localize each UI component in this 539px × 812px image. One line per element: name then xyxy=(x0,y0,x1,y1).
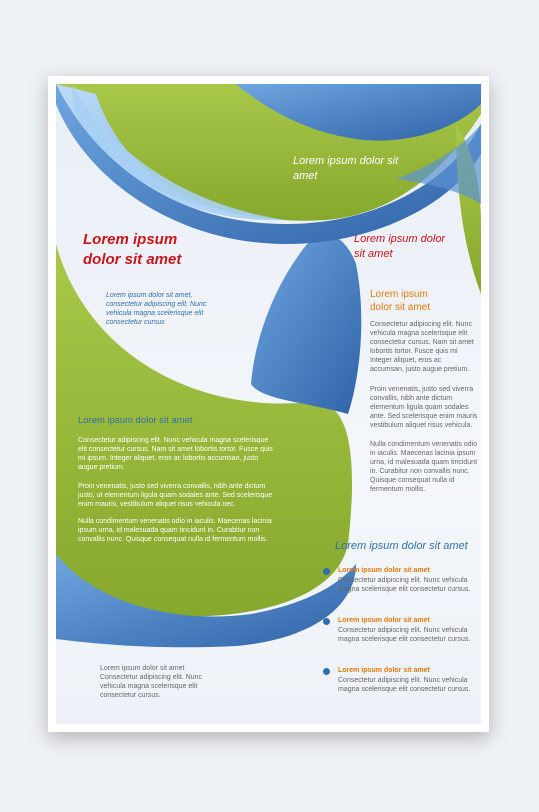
flyer-artwork xyxy=(56,84,481,724)
main-title: Lorem ipsum dolor sit amet xyxy=(83,231,182,268)
list-item-title-2: Lorem ipsum dolor sit amet xyxy=(338,617,430,624)
right-subheading: Lorem ipsum dolor sit amet xyxy=(370,289,431,313)
bullet-icon xyxy=(323,618,330,625)
blue-leaf-center xyxy=(251,232,361,414)
list-item-text-2: Consectetur adipiscing elit. Nunc vehicula magna scelerisque elit consectetur cursus. xyxy=(338,627,471,643)
footer-text: Lorem ipsum dolor sit amet Consectetur adipiscing elit. Nunc vehicula magna scelerisque elit consectetur cursus. xyxy=(100,665,202,699)
bullet-icon xyxy=(323,668,330,675)
green-paragraph-1: Consectetur adipiscing elit. Nunc vehicula magna scelerisque elit consectetur cursus. Nam sit amet lobortis tortor. Fusce quis mi ipsum. Integer aliquet, eros ac lobortis accumsan, justo augue pretium. xyxy=(78,437,273,471)
header-heading: Lorem ipsum dolor sit amet xyxy=(293,155,399,182)
list-item-text-3: Consectetur adipiscing elit. Nunc vehicula magna scelerisque elit consectetur cursus. xyxy=(338,677,471,693)
right-heading: Lorem ipsum dolor sit amet xyxy=(354,233,446,260)
green-heading: Lorem ipsum dolor sit amet xyxy=(78,415,193,426)
intro-text: Lorem ipsum dolor sit amet, consectetur adipiscing elit. Nunc vehicula magna scelerisque elit consectetur cursus xyxy=(106,292,207,326)
list-item-text-1: Consectetur adipiscing elit. Nunc vehicula magna scelerisque elit consectetur cursus. xyxy=(338,577,471,593)
bullet-icon xyxy=(323,568,330,575)
right-paragraph-2: Proin venenatis, justo sed viverra convallis, nibh ante dictum elementum ligula quam sodales ante. Sed scelerisque enim mauris vestibulum aliquet risus vehicula. xyxy=(370,386,478,429)
right-paragraph-1: Consectetur adipiscing elit. Nunc vehicula magna scelerisque elit consectetur cursus. Nam sit amet lobortis tortor. Fusce quis mi Integer aliquet, eros ac accumsan, justo augue pretium. xyxy=(370,321,474,373)
list-item-title-3: Lorem ipsum dolor sit amet xyxy=(338,667,430,674)
list-heading: Lorem ipsum dolor sit amet xyxy=(335,540,468,552)
green-paragraph-3: Nulla condimentum venenatis odio in iaculis. Maecenas lacinia ipsum urna, id malesuada quam tincidunt in. Curabitur non convallis nunc. Quisque consequat nulla id fermentum mollis. xyxy=(78,518,272,543)
right-paragraph-3: Nulla condimentum venenatis odio in iaculis. Maecenas lacinia ipsum urna, id malesuada quam tincidunt in. Curabitur non convallis nunc. Quisque consequat nulla id fermentum mollis. xyxy=(370,441,478,493)
flyer-page xyxy=(48,76,489,732)
green-paragraph-2: Proin venenatis, justo sed viverra convallis, nibh ante dictum justo, ut elementum ligula quam sodales ante. Sed scelerisque enim mauris, vestibulum aliquet risus vehicula nec. xyxy=(78,483,273,508)
list-item-title-1: Lorem ipsum dolor sit amet xyxy=(338,567,430,574)
